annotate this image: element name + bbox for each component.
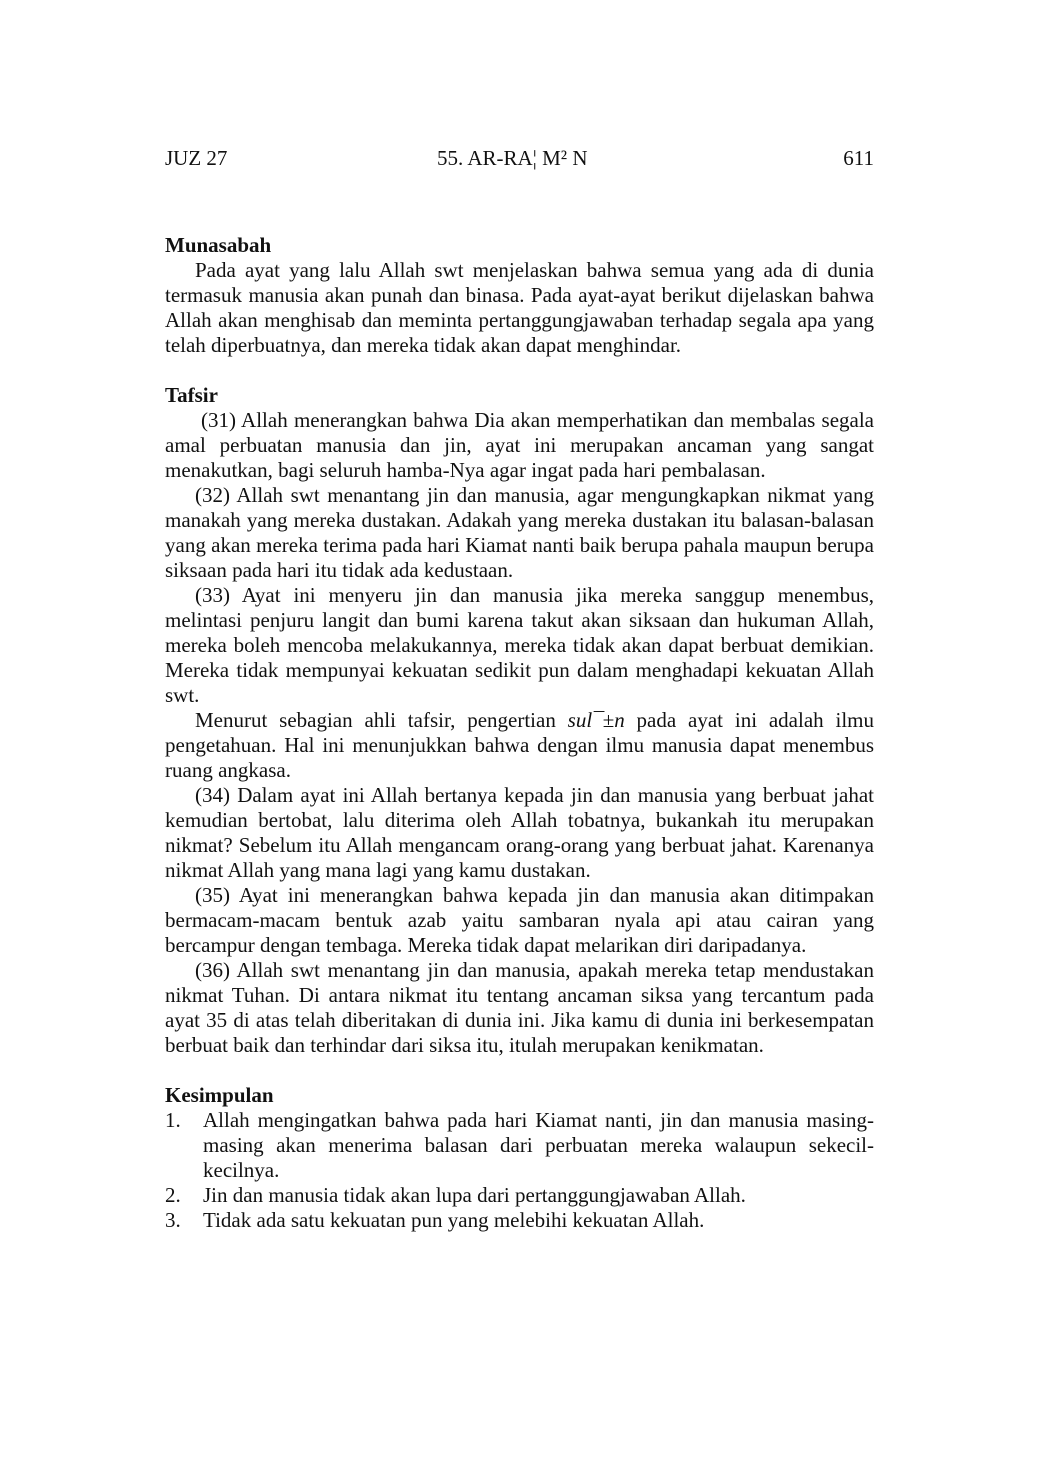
conclusion-list (165, 1108, 874, 1233)
tafsir-paragraph-33-note (165, 708, 874, 783)
list-item (165, 1183, 874, 1208)
section-gap (165, 358, 874, 383)
document-page (165, 140, 874, 1233)
section-gap (165, 1058, 874, 1083)
list-text: Allah mengingatkan bahwa pada hari Kiamat nanti, jin dan manusia masing-masing akan menerima balasan dari perbuatan mereka walaupun sekecil-kecilnya. (203, 1108, 874, 1182)
surah-title: 55. AR-RA¦ M² N (437, 146, 588, 170)
list-number: 3. (165, 1208, 181, 1232)
note-text-pre: Menurut sebagian ahli tafsir, pengertian (195, 708, 568, 732)
tafsir-heading: Tafsir (165, 383, 218, 407)
tafsir-paragraph-33: (33) Ayat ini menyeru jin dan manusia jika mereka sanggup menembus, melintasi penjuru langit dan bumi karena takut akan siksaan dan hukuman Allah, mereka boleh mencoba melakukannya, mereka tidak akan dapat berbuat demikian. Mereka tidak mempunyai kekuatan sedikit pun dalam menghadapi kekuatan Allah swt. (165, 583, 874, 707)
tafsir-paragraph-31: (31) Allah menerangkan bahwa Dia akan memperhatikan dan membalas segala amal perbuatan manusia dan jin, ayat ini merupakan ancaman yang sangat menakutkan, bagi seluruh hamba-Nya agar ingat pada hari pembalasan. (165, 408, 874, 482)
tafsir-paragraph-36: (36) Allah swt menantang jin dan manusia, apakah mereka tetap mendustakan nikmat Tuhan. Di antara nikmat itu tentang ancaman siksa yang tercantum pada ayat 35 di atas telah diberitakan di dunia ini. Jika kamu di dunia ini berkesempatan berbuat baik dan terhindar dari siksa itu, itulah merupakan kenikmatan. (165, 958, 874, 1057)
running-header (165, 140, 874, 176)
list-item (165, 1108, 874, 1183)
body-text (165, 233, 874, 1233)
list-item (165, 1208, 874, 1233)
list-text: Jin dan manusia tidak akan lupa dari pertanggungjawaban Allah. (203, 1183, 746, 1207)
page-number: 611 (843, 146, 874, 170)
juz-label: JUZ 27 (165, 146, 228, 170)
munasabah-heading: Munasabah (165, 233, 272, 257)
note-text-post: pada ayat ini adalah ilmu pengetahuan. Hal ini menunjukkan bahwa dengan ilmu manusia dapat menembus ruang angkasa. (165, 708, 875, 782)
tafsir-paragraph-35: (35) Ayat ini menerangkan bahwa kepada jin dan manusia akan ditimpakan bermacam-macam bentuk azab yaitu sambaran nyala api atau cairan yang bercampur dengan tembaga. Mereka tidak dapat melarikan diri daripadanya. (165, 883, 874, 957)
tafsir-paragraph-32: (32) Allah swt menantang jin dan manusia, agar mengungkapkan nikmat yang manakah yang mereka dustakan. Adakah yang mereka dustakan itu balasan-balasan yang akan mereka terima pada hari Kiamat nanti baik berupa pahala maupun berupa siksaan pada hari itu tidak ada kedustaan. (165, 483, 874, 582)
tafsir-paragraph-34: (34) Dalam ayat ini Allah bertanya kepada jin dan manusia yang berbuat jahat kemudian bertobat, lalu diterima oleh Allah tobatnya, bukankah itu merupakan nikmat? Sebelum itu Allah mengancam orang-orang yang berbuat jahat. Karenanya nikmat Allah yang mana lagi yang kamu dustakan. (165, 783, 874, 882)
munasabah-paragraph: Pada ayat yang lalu Allah swt menjelaskan bahwa semua yang ada di dunia termasuk manusia akan punah dan binasa. Pada ayat-ayat berikut dijelaskan bahwa Allah akan menghisab dan meminta pertanggungjawaban terhadap segala apa yang telah diperbuatnya, dan mereka tidak akan dapat menghindar. (165, 258, 874, 357)
arabic-term: sul¯±n (567, 708, 625, 732)
list-number: 1. (165, 1108, 181, 1132)
list-number: 2. (165, 1183, 181, 1207)
list-text: Tidak ada satu kekuatan pun yang melebihi kekuatan Allah. (203, 1208, 705, 1232)
kesimpulan-heading: Kesimpulan (165, 1083, 274, 1107)
